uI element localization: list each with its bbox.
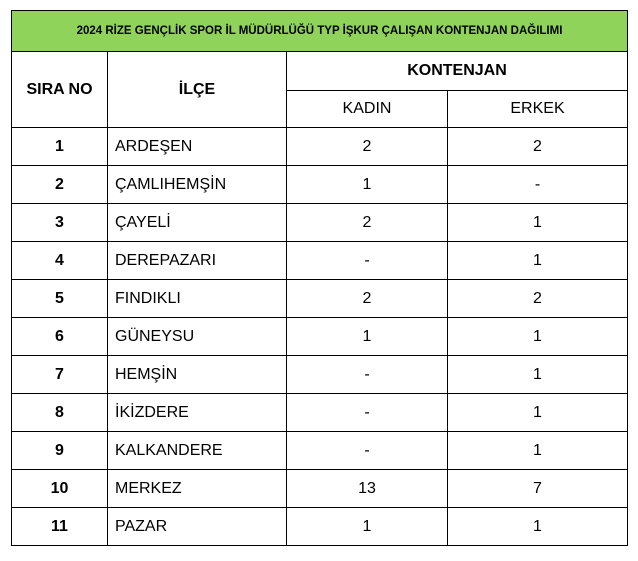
table-row: [12, 508, 628, 546]
header-erkek: ERKEK: [448, 91, 628, 128]
cell-sira-no: 8: [12, 394, 108, 432]
table-row: [12, 242, 628, 280]
cell-kadin: 1: [287, 508, 448, 546]
table-row: [12, 166, 628, 204]
cell-erkek: 1: [448, 394, 628, 432]
cell-ilce: PAZAR: [108, 508, 287, 546]
header-ilce: İLÇE: [108, 52, 287, 128]
cell-kadin: 2: [287, 204, 448, 242]
table-row: [12, 356, 628, 394]
cell-ilce: İKİZDERE: [108, 394, 287, 432]
title-row: [12, 11, 628, 52]
cell-ilce: ARDEŞEN: [108, 128, 287, 166]
table-row: [12, 280, 628, 318]
cell-sira-no: 2: [12, 166, 108, 204]
cell-sira-no: 10: [12, 470, 108, 508]
cell-ilce: KALKANDERE: [108, 432, 287, 470]
cell-kadin: 2: [287, 280, 448, 318]
table-row: [12, 204, 628, 242]
cell-sira-no: 3: [12, 204, 108, 242]
cell-erkek: 2: [448, 280, 628, 318]
cell-kadin: -: [287, 394, 448, 432]
table-row: [12, 394, 628, 432]
table-title: 2024 RİZE GENÇLİK SPOR İL MÜDÜRLÜĞÜ TYP İŞKUR ÇALIŞAN KONTENJAN DAĞILIMI: [12, 11, 628, 52]
cell-kadin: 2: [287, 128, 448, 166]
cell-kadin: 1: [287, 318, 448, 356]
header-kadin: KADIN: [287, 91, 448, 128]
header-sira-no: SIRA NO: [12, 52, 108, 128]
cell-sira-no: 6: [12, 318, 108, 356]
quota-table-container: [11, 10, 627, 546]
cell-erkek: 1: [448, 432, 628, 470]
cell-sira-no: 11: [12, 508, 108, 546]
table-body: [12, 128, 628, 546]
cell-erkek: -: [448, 166, 628, 204]
cell-sira-no: 4: [12, 242, 108, 280]
cell-erkek: 1: [448, 242, 628, 280]
cell-erkek: 1: [448, 508, 628, 546]
cell-kadin: 13: [287, 470, 448, 508]
cell-ilce: ÇAYELİ: [108, 204, 287, 242]
cell-ilce: MERKEZ: [108, 470, 287, 508]
cell-erkek: 1: [448, 356, 628, 394]
table-row: [12, 318, 628, 356]
cell-erkek: 1: [448, 318, 628, 356]
cell-kadin: -: [287, 432, 448, 470]
cell-ilce: GÜNEYSU: [108, 318, 287, 356]
cell-ilce: DEREPAZARI: [108, 242, 287, 280]
cell-erkek: 2: [448, 128, 628, 166]
cell-kadin: -: [287, 356, 448, 394]
cell-ilce: HEMŞİN: [108, 356, 287, 394]
table-row: [12, 432, 628, 470]
quota-table: [11, 10, 628, 546]
header-kontenjan: KONTENJAN: [287, 52, 628, 91]
cell-ilce: FINDIKLI: [108, 280, 287, 318]
cell-sira-no: 1: [12, 128, 108, 166]
cell-erkek: 7: [448, 470, 628, 508]
table-row: [12, 128, 628, 166]
cell-kadin: 1: [287, 166, 448, 204]
table-row: [12, 470, 628, 508]
cell-ilce: ÇAMLIHEMŞİN: [108, 166, 287, 204]
cell-sira-no: 7: [12, 356, 108, 394]
header-row: [12, 52, 628, 91]
cell-erkek: 1: [448, 204, 628, 242]
cell-sira-no: 9: [12, 432, 108, 470]
cell-sira-no: 5: [12, 280, 108, 318]
cell-kadin: -: [287, 242, 448, 280]
